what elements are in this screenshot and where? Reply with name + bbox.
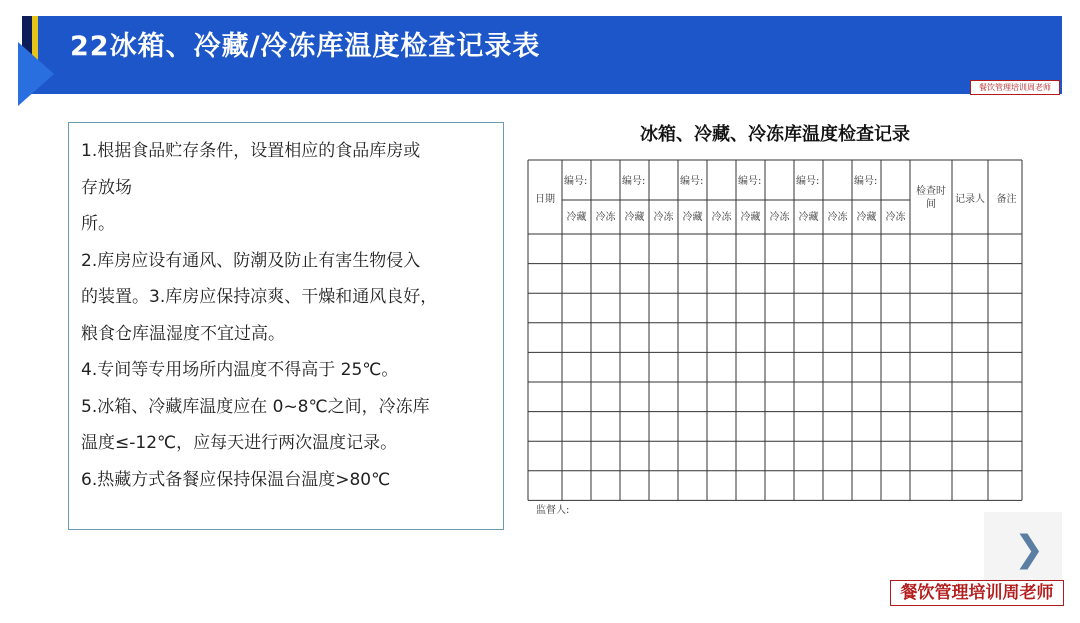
check-time-header: 检查时 [916,186,946,197]
note-line: 粮食仓库温湿度不宜过高。 [81,323,285,344]
note-line: 6.热藏方式备餐应保持保温台温度>80℃ [81,469,391,490]
unit-number-label: 编号: [738,176,762,187]
freeze-subheader: 冷冻 [595,212,616,223]
record-table-title: 冰箱、冷藏、冷冻库温度检查记录 [640,124,910,145]
unit-number-label: 编号: [854,176,878,187]
refrigerate-subheader: 冷藏 [624,212,645,223]
note-line: 2.库房应设有通风、防潮及防止有害生物侵入 [81,250,421,271]
refrigerate-subheader: 冷藏 [856,212,877,223]
unit-number-label: 编号: [680,176,704,187]
recorder-header: 记录人 [955,194,985,205]
unit-number-label: 编号: [796,176,820,187]
date-header: 日期 [535,194,555,205]
freeze-subheader: 冷冻 [653,212,674,223]
note-line: 的装置。3.库房应保持凉爽、干燥和通风良好， [81,287,438,307]
refrigerate-subheader: 冷藏 [566,212,587,223]
header-stamp: 餐饮管理培训周老师 [970,80,1060,95]
note-line: 1.根据食品贮存条件，设置相应的食品库房或 [81,141,421,161]
page-title: 22冰箱、冷藏/冷冻库温度检查记录表 [70,31,541,62]
check-time-header: 间 [926,199,936,210]
chevron-right-icon[interactable]: ❯ [1014,529,1045,570]
freeze-subheader: 冷冻 [711,212,732,223]
note-line: 5.冰箱、冷藏库温度应在 0~8℃之间，冷冻库 [81,396,430,417]
refrigerate-subheader: 冷藏 [798,212,819,223]
unit-number-label: 编号: [622,176,646,187]
freeze-subheader: 冷冻 [885,212,906,223]
supervisor-label: 监督人: [536,505,570,516]
note-line: 温度≤-12℃，应每天进行两次温度记录。 [81,433,398,453]
unit-number-label: 编号: [564,176,588,187]
note-line: 存放场 [81,177,132,198]
note-line: 4.专间等专用场所内温度不得高于 25℃。 [81,360,399,380]
note-line: 所。 [81,214,115,234]
freeze-subheader: 冷冻 [827,212,848,223]
refrigerate-subheader: 冷藏 [740,212,761,223]
remarks-header: 备注 [996,194,1017,205]
footer-stamp: 餐饮管理培训周老师 [890,580,1064,606]
freeze-subheader: 冷冻 [769,212,790,223]
refrigerate-subheader: 冷藏 [682,212,703,223]
